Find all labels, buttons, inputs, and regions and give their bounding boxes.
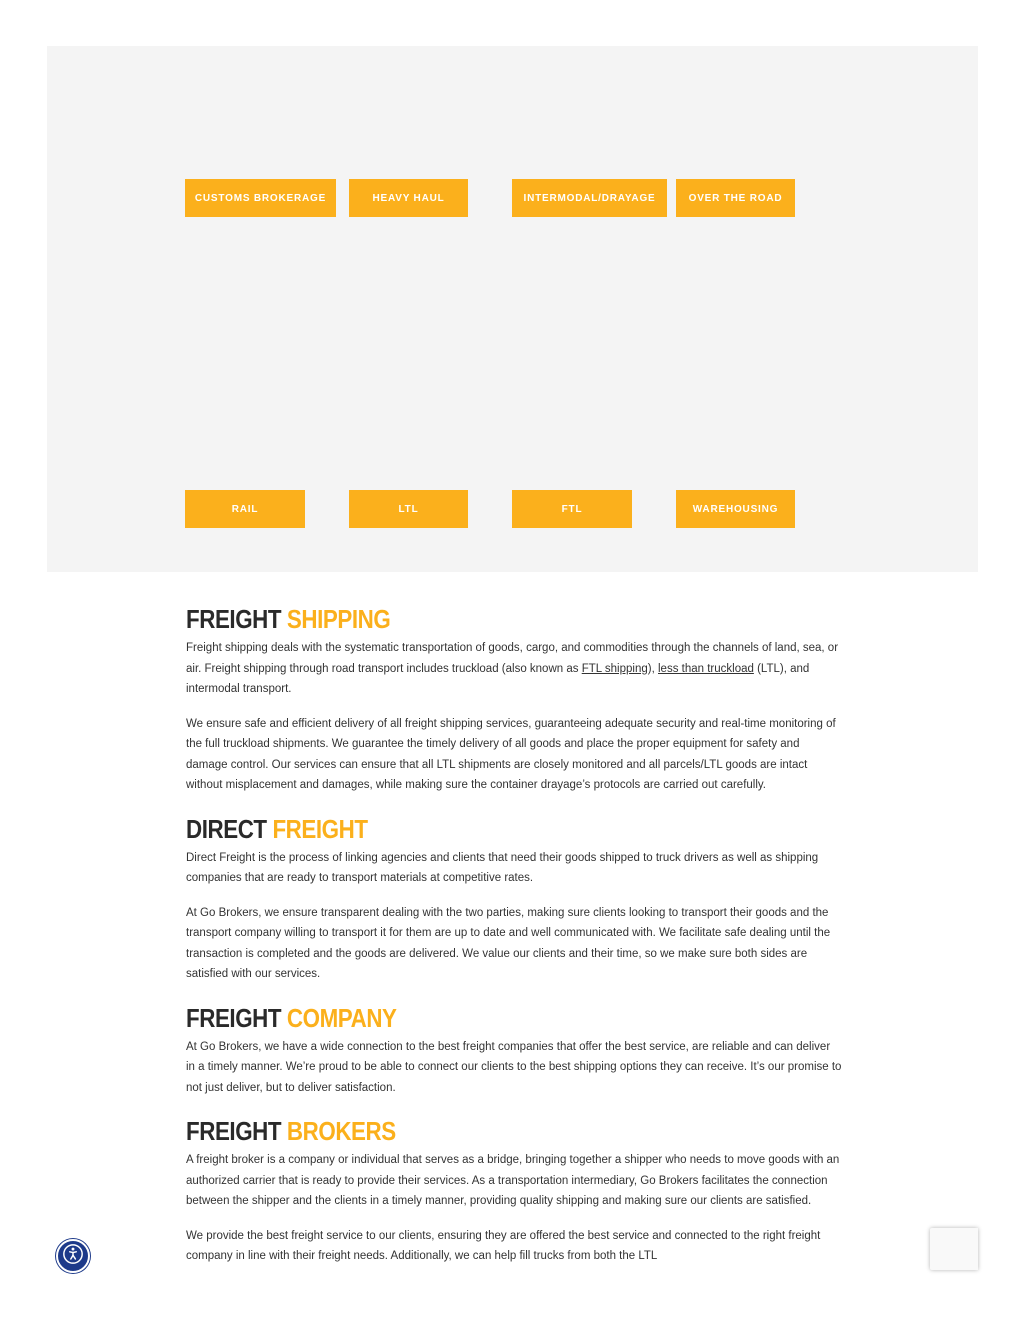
heading-word-dark: FREIGHT (186, 1116, 282, 1146)
heading-word-dark: DIRECT (186, 813, 267, 844)
intermodal-drayage-button[interactable]: INTERMODAL/DRAYAGE (512, 179, 667, 217)
services-panel (47, 46, 978, 572)
heading-word-dark: FREIGHT (186, 1002, 282, 1033)
heading-word-accent: COMPANY (286, 1002, 397, 1033)
direct-freight-section (186, 810, 842, 985)
freight-brokers-heading (186, 1112, 750, 1150)
customs-brokerage-button[interactable]: CUSTOMS BROKERAGE (185, 179, 336, 217)
heading-word-accent: BROKERS (286, 1116, 396, 1146)
direct-freight-heading (186, 810, 750, 848)
freight-brokers-paragraph-2: We provide the best freight service to our clients, ensuring they are offered the best service and connected to the right freight company in line with their freight needs. Additionally, we can help fill trucks from both the LTL (186, 1229, 821, 1262)
freight-company-heading (186, 999, 750, 1037)
direct-freight-paragraph-1: Direct Freight is the process of linking agencies and clients that need their goods shipped to truck drivers as well as shipping companies that are ready to transport materials at competitive rates. (186, 851, 819, 884)
ftl-shipping-link[interactable]: FTL shipping (581, 662, 648, 675)
accessibility-icon (62, 1243, 84, 1270)
freight-company-section (186, 999, 842, 1099)
direct-freight-paragraph-2: At Go Brokers, we ensure transparent dealing with the two parties, making sure clients looking to transport their goods and the transport company willing to transport it for them are up to date and well communicated with. We facilitate safe dealing until the transaction is completed and the goods are delivered. We value our clients and their time, so we make sure both sides are satisfied with our services. (186, 906, 831, 980)
heavy-haul-button[interactable]: HEAVY HAUL (349, 179, 468, 217)
accessibility-button[interactable] (56, 1239, 90, 1273)
text-span: (LTL), and intermodal transport. (186, 662, 810, 695)
text-span: Freight shipping deals with the systematic transportation of goods, cargo, and commodities through the channels of land, sea, or air. Freight shipping through road transport includes truckload (also known as (186, 642, 839, 675)
freight-company-paragraph-1: At Go Brokers, we have a wide connection to the best freight companies that offer the best service, are reliable and can deliver in a timely manner. We’re proud to be able to connect our clients to the best shipping options they can receive. It’s our promise to not just deliver, but to deliver satisfaction. (186, 1040, 842, 1094)
freight-brokers-section (186, 1112, 842, 1267)
heading-word-dark: FREIGHT (186, 604, 282, 634)
freight-brokers-paragraph-1: A freight broker is a company or individual that serves as a bridge, bringing together a shipper who needs to move goods with an authorized carrier that is ready to provide their services. As a transportation intermediary, Go Brokers facilitates the connection between the shipper and the clients in a timely manner, providing quality shipping and making sure our clients are satisfied. (186, 1154, 840, 1207)
freight-shipping-paragraph-2: We ensure safe and efficient delivery of all freight shipping services, guaranteeing adequate security and real-time monitoring of the full truckload shipments. We guarantee the timely delivery of all goods and place the proper equipment for safety and damage control. Our services can ensure that all LTL shipments are closely monitored and all parcels/LTL goods are intact without misplacement and damages, while making sure the container drayage’s protocols are carried out carefully. (186, 717, 836, 791)
main-content (186, 600, 842, 1280)
warehousing-button[interactable]: WAREHOUSING (676, 490, 795, 528)
text-span: ), (647, 662, 658, 675)
less-than-truckload-link[interactable]: less than truckload (658, 662, 754, 675)
freight-shipping-heading (186, 600, 750, 638)
rail-button[interactable]: RAIL (185, 490, 305, 528)
heading-word-accent: FREIGHT (272, 813, 368, 844)
over-the-road-button[interactable]: OVER THE ROAD (676, 179, 795, 217)
recaptcha-badge[interactable] (930, 1228, 978, 1270)
freight-shipping-paragraph-1 (186, 638, 842, 700)
ltl-button[interactable]: LTL (349, 490, 468, 528)
heading-word-accent: SHIPPING (286, 604, 391, 634)
ftl-button[interactable]: FTL (512, 490, 632, 528)
freight-shipping-section (186, 600, 842, 796)
